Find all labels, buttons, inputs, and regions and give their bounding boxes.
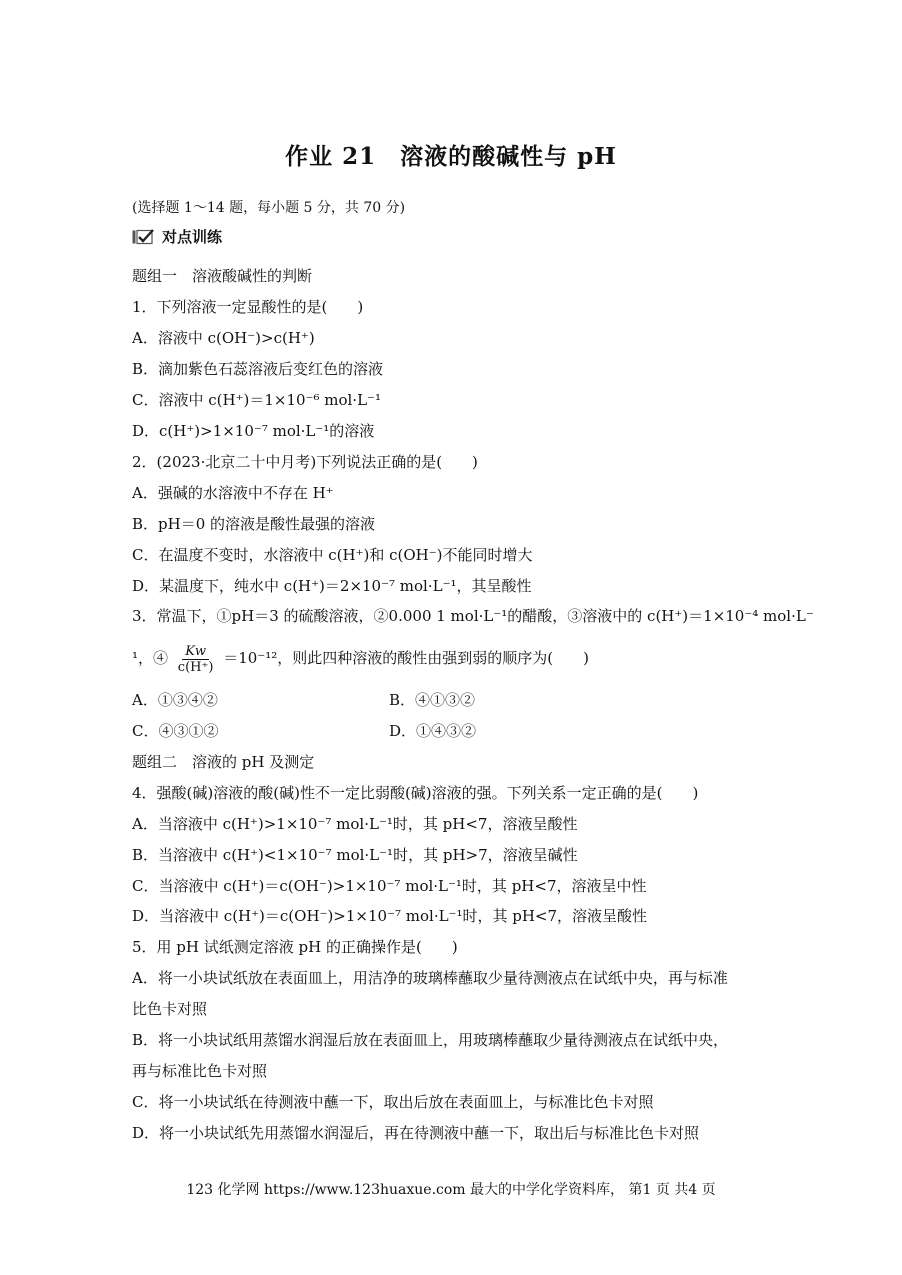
kw-fraction [175, 644, 217, 675]
q2-option-a: A．强碱的水溶液中不存在 H⁺ [132, 484, 334, 502]
q3-option-c: C．④③①② [132, 722, 219, 740]
section-heading-label: 对点训练 [162, 228, 223, 246]
page-footer: 123 化学网 https://www.123huaxue.com 最大的中学化学资料库， 第1 页 共4 页 [186, 1182, 716, 1198]
q5-option-b-line1: B．将一小块试纸用蒸馏水润湿后放在表面皿上，用玻璃棒蘸取少量待测液点在试纸中央， [132, 1031, 729, 1049]
instruction-text: (选择题 1～14 题，每小题 5 分，共 70 分) [132, 200, 406, 216]
q5-option-d: D．将一小块试纸先用蒸馏水润湿后，再在待测液中蘸一下，取出后与标准比色卡对照 [132, 1124, 700, 1142]
q3-option-b: B．④①③② [389, 691, 476, 709]
q5-option-a-line2: 比色卡对照 [132, 1000, 208, 1018]
q1-option-b: B．滴加紫色石蕊溶液后变红色的溶液 [132, 360, 384, 378]
page-title: 作业 21 溶液的酸碱性与 pH [285, 143, 617, 170]
q5-option-b-line2: 再与标准比色卡对照 [132, 1062, 268, 1080]
q2-option-c: C．在温度不变时，水溶液中 c(H⁺)和 c(OH⁻)不能同时增大 [132, 546, 533, 564]
q4-option-c: C．当溶液中 c(H⁺)＝c(OH⁻)>1×10⁻⁷ mol·L⁻¹时，其 pH<7，溶液呈中性 [132, 877, 647, 895]
q1-option-c: C．溶液中 c(H⁺)＝1×10⁻⁶ mol·L⁻¹ [132, 391, 381, 409]
q3-option-a: A．①③④② [132, 691, 218, 709]
q1-option-a: A．溶液中 c(OH⁻)>c(H⁺) [132, 329, 315, 347]
group-heading-1: 题组一 溶液酸碱性的判断 [132, 267, 313, 285]
q5-option-a-line1: A．将一小块试纸放在表面皿上，用洁净的玻璃棒蘸取少量待测液点在试纸中央，再与标准 [132, 969, 728, 987]
q2-option-b: B．pH＝0 的溶液是酸性最强的溶液 [132, 515, 376, 533]
q1-stem: 1．下列溶液一定显酸性的是( ) [132, 298, 364, 316]
q2-option-d: D．某温度下，纯水中 c(H⁺)＝2×10⁻⁷ mol·L⁻¹，其呈酸性 [132, 577, 532, 595]
q3-stem-prefix: ¹，④ [132, 649, 169, 667]
fraction-numerator: Kw [182, 644, 209, 660]
checkbox-check-icon [132, 229, 154, 245]
q5-option-c: C．将一小块试纸在待测液中蘸一下，取出后放在表面皿上，与标准比色卡对照 [132, 1093, 654, 1111]
section-heading [132, 226, 222, 247]
q2-stem: 2．(2023·北京二十中月考)下列说法正确的是( ) [132, 453, 478, 471]
q5-stem: 5．用 pH 试纸测定溶液 pH 的正确操作是( ) [132, 938, 458, 956]
q3-stem-line2 [132, 640, 589, 676]
q1-option-d: D．c(H⁺)>1×10⁻⁷ mol·L⁻¹的溶液 [132, 422, 375, 440]
q3-option-d: D．①④③② [389, 722, 477, 740]
q4-stem: 4．强酸(碱)溶液的酸(碱)性不一定比弱酸(碱)溶液的强。下列关系一定正确的是( ) [132, 784, 699, 802]
q4-option-a: A．当溶液中 c(H⁺)>1×10⁻⁷ mol·L⁻¹时，其 pH<7，溶液呈酸性 [132, 815, 578, 833]
q4-option-b: B．当溶液中 c(H⁺)<1×10⁻⁷ mol·L⁻¹时，其 pH>7，溶液呈碱性 [132, 846, 578, 864]
group-heading-2: 题组二 溶液的 pH 及测定 [132, 753, 315, 771]
q4-option-d: D．当溶液中 c(H⁺)＝c(OH⁻)>1×10⁻⁷ mol·L⁻¹时，其 pH<7，溶液呈酸性 [132, 907, 648, 925]
q3-stem-suffix: ＝10⁻¹²，则此四种溶液的酸性由强到弱的顺序为( ) [223, 649, 589, 667]
fraction-denominator: c(H⁺) [177, 659, 214, 675]
q3-stem-line1: 3．常温下，①pH＝3 的硫酸溶液，②0.000 1 mol·L⁻¹的醋酸，③溶液中的 c(H⁺)＝1×10⁻⁴ mol·L⁻ [132, 607, 814, 625]
